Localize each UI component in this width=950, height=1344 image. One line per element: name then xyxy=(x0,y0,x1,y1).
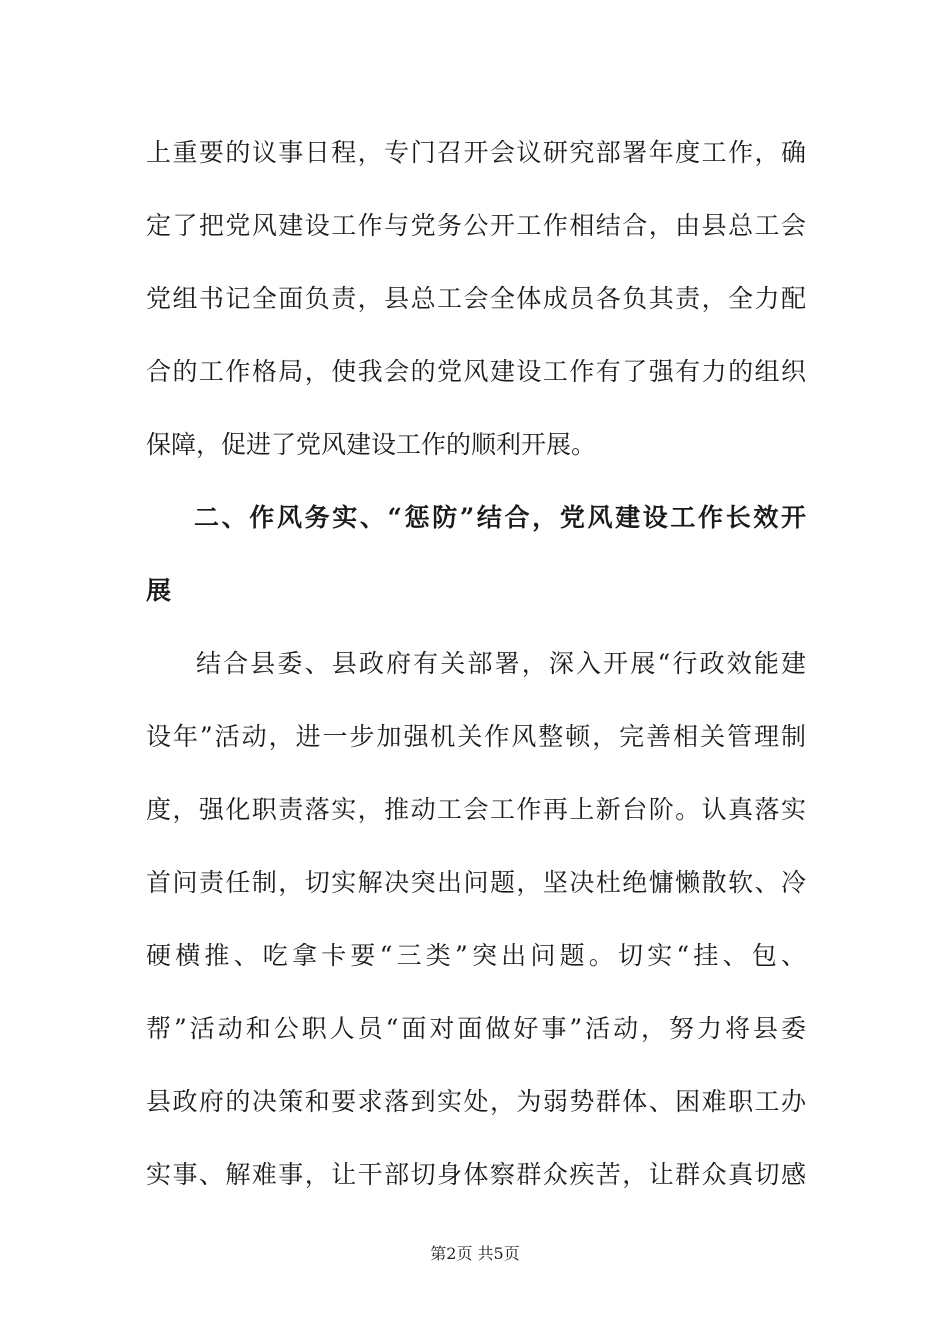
body-text-line: 党组书记全面负责，县总工会全体成员各负其责，全力配 xyxy=(146,284,806,313)
body-text-line: 合的工作格局，使我会的党风建设工作有了强有力的组织 xyxy=(146,357,806,386)
body-text-line: 定了把党风建设工作与党务公开工作相结合，由县总工会 xyxy=(146,211,806,240)
section-heading-continued: 展 xyxy=(146,576,172,605)
body-text-line: 实事、解难事，让干部切身体察群众疾苦，让群众真切感 xyxy=(146,1160,806,1189)
body-text-line: 上重要的议事日程，专门召开会议研究部署年度工作，确 xyxy=(146,138,806,167)
body-text-line: 硬横推、吃拿卡要“三类”突出问题。切实“挂、包、 xyxy=(146,941,806,970)
section-heading: 二、作风务实、“惩防”结合，党风建设工作长效开 xyxy=(194,503,806,532)
body-text-line: 设年”活动，进一步加强机关作风整顿，完善相关管理制 xyxy=(146,722,806,751)
body-text-line: 结合县委、县政府有关部署，深入开展“行政效能建 xyxy=(196,649,806,678)
page-number-footer: 第2页 共5页 xyxy=(430,1244,520,1263)
body-text-line: 帮”活动和公职人员“面对面做好事”活动，努力将县委 xyxy=(146,1014,806,1043)
body-text-line: 保障，促进了党风建设工作的顺利开展。 xyxy=(146,430,597,459)
body-text-line: 县政府的决策和要求落到实处，为弱势群体、困难职工办 xyxy=(146,1087,806,1116)
body-text-line: 首问责任制，切实解决突出问题，坚决杜绝慵懒散软、冷 xyxy=(146,868,806,897)
body-text-line: 度，强化职责落实，推动工会工作再上新台阶。认真落实 xyxy=(146,795,806,824)
